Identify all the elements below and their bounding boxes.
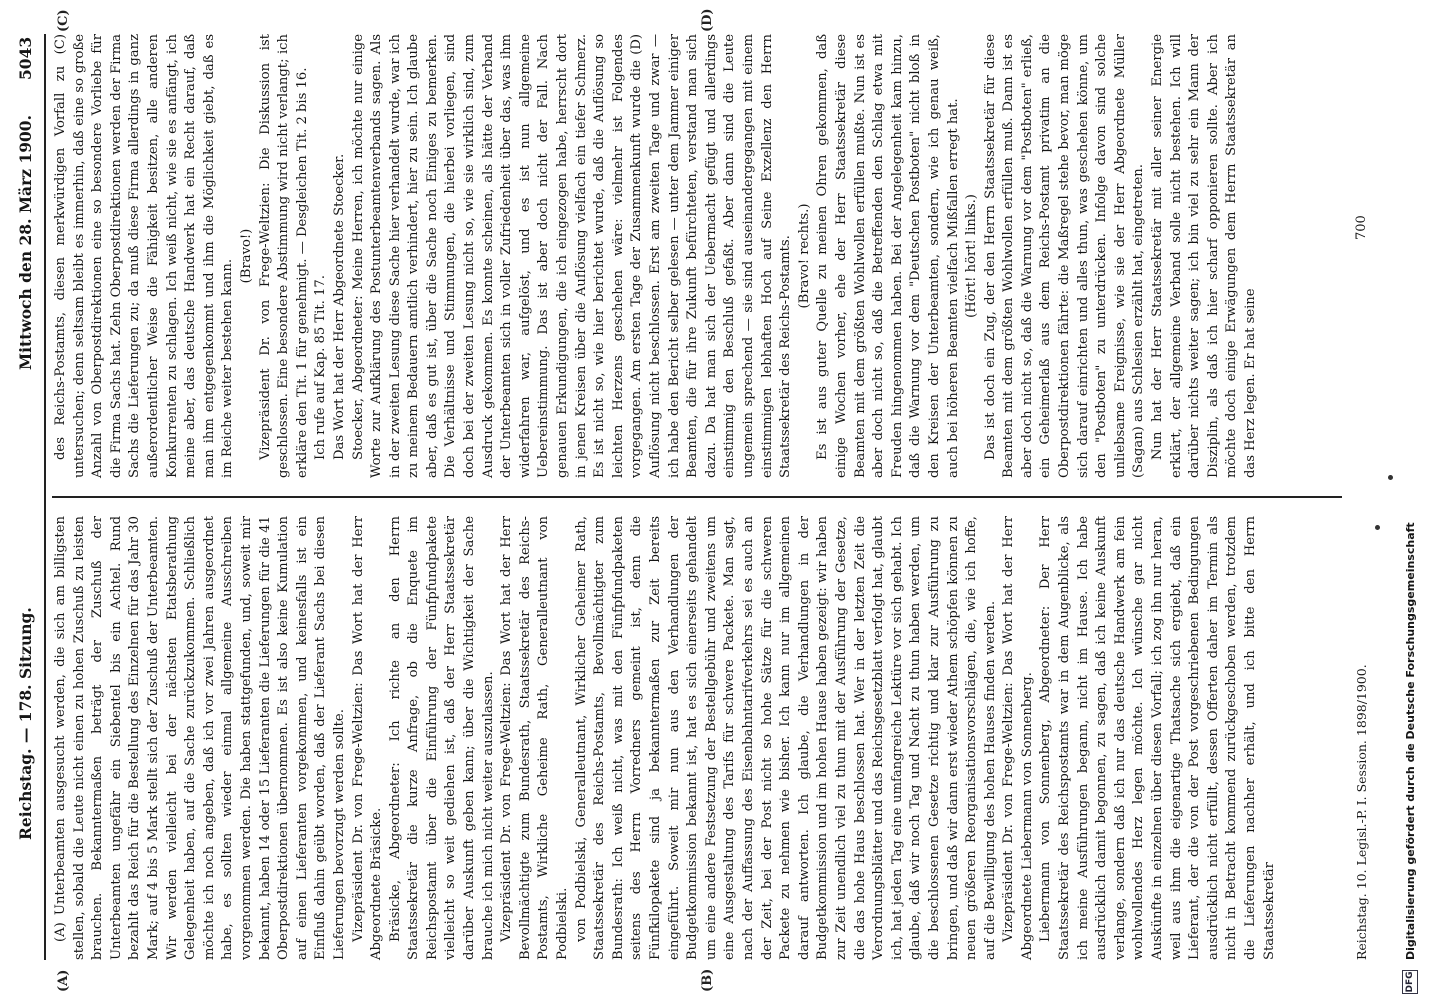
footer-left: Reichstag. 10. Legisl.-P. I. Session. 1898/1900. — [1354, 664, 1369, 960]
paragraph: (Bravo! rechts.) — [796, 203, 812, 309]
paragraph: des Reichs-Postamts, diesen merkwürdigen Vorfall zu (C) untersuchen; denn seltsam bleibt es immerhin, daß eine so große Anzahl von Oberpostdirektionen eine so besondere Vorliebe für die Firma Sachs hat. Zehn Oberpostdirektionen werden der Firma Sachs die Lieferungen zu; da muß diese Firma allerdings in ganz außerordentlicher Weise die Fähigkeit besitzen, alle anderen Konkurrenten zu schlagen. Ich weiß nicht, wie sie es anfängt, ich meine aber, das deutsche Handwerk hat ein Recht darauf, daß man ihm entgegenkommt und ihm die Möglichkeit giebt, daß es im Reiche weiter bestehen kann. — [53, 34, 236, 478]
header-right: Mittwoch den 28. März 1900. — [16, 115, 35, 370]
margin-marker-c: (C) — [56, 9, 71, 32]
paragraph: Liebermann von Sonnenberg, Abgeordneter: Der Herr Staatssekretär des Reichspostamts war in dem Augenblicke, als ich meine Ausführungen begann, nicht im Hause. Ich habe ausdrücklich damit begonnen, zu sagen, daß ich keine Auskunft verlange, sondern daß ich nur das deutsche Handwerk am fein wohlwollendes Herz legen möchte. Ich wünsche gar nicht Auskünfte in einzelnen über diesen Vorfall; ich zog ihn nur heran, weil aus ihm die eigenartige Thatsache sich ergiebt, daß ein Lieferant, der die von der Post vorgeschriebenen Bedingungen ausdrücklich nicht erfüllt, dessen Offerten daher im Termin als nicht in Betracht kommend zurückgeschoben werden, trotzdem die Lieferungen nachher erhält, und ich bitte den Herrn Staatssekretär — [1038, 516, 1277, 960]
paragraph: (Bravo!) — [238, 228, 254, 284]
margin-marker-d: (D) — [700, 8, 715, 32]
paragraph: Vizepräsident Dr. von Frege-Weltzien: Das Wort hat der Herr Abgeordnete Liebermann von Sonnenberg. — [1001, 516, 1035, 960]
margin-marker-b: (B) — [700, 968, 715, 992]
paragraph: (Hört! hört! links.) — [964, 194, 980, 318]
margin-marker-a: (A) — [56, 969, 71, 992]
paragraph: Vizepräsident Dr. von Frege-Weltzien: Die Diskussion ist geschlossen. Eine besondere Abstimmung wird nicht verlangt; ich erkläre den Tit. 1 für genehmigt. — Desgleichen Tit. 2 bis 16. — [257, 34, 310, 478]
paragraph: (A) Unterbeamten ausgesucht werden, die sich am billigsten stellen, sobald die Leute nicht einen zu hohen Zuschuß zu leisten brauchen. Bekanntermaßen beträgt der Zuschuß der Unterbeamten ungefähr ein Siebentel bis ein Achtel. Rund bezahlt das Reich für die Bestellung des Einzelnen für das Jahr 30 Mark; auf 4 bis 5 Mark stellt sich der Zuschuß der Unterbeamten. Wir werden vielleicht bei der nächsten Etatsberathung Gelegenheit haben, auf die Sache zurückzukommen. Schließlich möchte ich noch angeben, daß ich vor zwei Jahren ausgeordnet habe, es sollten wieder einmal allgemeine Ausschreiben vorgenommen werden. Die haben stattgefunden, und, soweit mir bekannt, haben 14 oder 15 Lieferanten die Lieferungen für die 41 Oberpostdirektionen übernommen. Es ist also keine Kumulation auf einen Lieferanten vorgekommen, und keinesfalls ist ein Einfluß dahin geübt worden, daß der Lieferant Sachs bei diesen Lieferungen bevorzugt werden sollte. — [53, 516, 347, 960]
header-rule — [44, 34, 46, 960]
ink-dot — [1388, 475, 1393, 480]
ink-dot — [1375, 525, 1380, 530]
dfg-logo: DFG — [1402, 970, 1418, 994]
paragraph: Das Wort hat der Herr Abgeordnete Stoecker. — [331, 153, 347, 460]
paragraph: Ich rufe auf Kap. 85 Tit. 17. — [313, 275, 329, 460]
column-left — [52, 516, 1342, 960]
paragraph: Vizepräsident Dr. von Frege-Weltzien: Das Wort hat der Herr Abgeordnete Bräsicke. — [350, 516, 385, 960]
paragraph: von Podbielski, Generalleutnant, Wirklicher Geheimer Rath, Staatssekretär des Reichs-Postamts, Bevollmächtigter zum Bundesrath: Ich weiß nicht, was mit den Fünfpfundpaketen seitens des Herrn Vorredners gemeint ist, denn die Fünfkilopakete sind ja bekanntermaßen zur Zeit bereits eingeführt. Soweit mir nun aus den Verhandlungen der Budgetkommission bekannt ist, hat es sich einerseits gehandelt um eine andere Festsetzung der Bestellgebühr und zweitens um eine Ausgestaltung des Tarifs für schwere Packete. Man sagt, nach der Auffassung des Eisenbahntarifverkehrs sei es auch an der Zeit, bei der Post nicht so hohe Sätze für die schweren Packete zu nehmen wie bisher. Ich kann nur im allgemeinen darauf antworten. Ich glaube, die Verhandlungen in der Budgetkommission und im hohen Hause haben gezeigt: wir haben zur Zeit unendlich viel zu thun mit der Ausführung der Gesetze, die das hohe Haus beschlossen hat. Wer in der letzten Zeit die Verordnungsblätter und das Reichsgesetzblatt verfolgt hat, glaubt ich, hat jeden Tag eine umfangreiche Lektüre vor sich gehabt. Ich glaube, daß wir noch Tag und Nacht zu thun haben werden, um die beschlossenen Gesetze richtig und klar zur Ausführung zu bringen, und daß wir dann erst wieder Athem schöpfen können zu neuen größeren Reorganisationsvorschlägen, die, wie ich hoffe, auf die Bewilligung des hohen Hauses finden werden. — [573, 516, 998, 960]
paragraph: Es ist aus guter Quelle zu meinen Ohren gekommen, daß einige Wochen vorher, ehe der Herr Staatssekretär diese Beamten mit dem größten Wohlwollen erfüllen mußte. Nun ist es aber doch nicht so, daß die Betreffenden den Schlag etwa mit Freuden hingenommen haben. Bei der Angelegenheit kam hinzu, daß die Warnung vor dem "Deutschen Postboten" nicht bloß in den Kreisen der Unterbeamten, sondern, wie ich genau weiß, auch bei höheren Beamten vielfach Mißfallen erregt hat. — [815, 34, 961, 478]
column-divider — [52, 497, 1342, 499]
column-right-text — [52, 34, 1261, 478]
paragraph: Nun hat der Herr Staatssekretär mit aller seiner Energie erklärt, der allgemeine Verband solle nicht bestehen. Ich will darüber nichts weiter sagen; ich bin viel zu sehr ein Mann der Disziplin, als daß ich hier scharf opponieren sollte. Aber ich möchte doch einige Erwägungen dem Herrn Staatssekretär an das Herz legen. Er hat seine — [1150, 34, 1258, 478]
paragraph: Vizepräsident Dr. von Frege-Weltzien: Das Wort hat der Herr Bevollmächtigte zum Bundesrath, Staatssekretär des Reichs-Postamts, Wirkliche Geheime Rath, Generalleutnant von Podbielski. — [499, 516, 571, 960]
page-header — [14, 34, 40, 960]
column-right — [52, 34, 1342, 478]
header-left: Reichstag. — 178. Sitzung. — [16, 607, 35, 840]
digitization-note: Digitalisierung gefördert durch die Deutsche Forschungsgemeinschaft — [1404, 522, 1417, 960]
page-number: 5043 — [16, 36, 35, 80]
paragraph: Bräsicke, Abgeordneter: Ich richte an den Herrn Staatssekretär die kurze Anfrage, ob die Enquete im Reichspostamt über die Einführung der Fünfpfundpakete vielleicht so weit gediehen ist, daß der Herr Staatssekretär darüber Auskunft geben kann; über die Wichtigkeit der Sache brauche ich mich nicht weiter auszulassen. — [387, 516, 496, 960]
footer-page-number: 700 — [1354, 215, 1369, 240]
paragraph: Stoecker, Abgeordneter: Meine Herren, ich möchte nur einige Worte zur Aufklärung des Postunterbeamtenverbands sagen. Als in der zweiten Lesung diese Sache hier verhandelt wurde, war ich zu meinem Bedauern amtlich verhindert, hier zu sein. Ich glaube aber, daß es gut ist, über die Sache noch Einiges zu bemerken. Die Verhältnisse und Stimmungen, die hierbei vorliegen, sind doch bei der zweiten Lesung nicht so, wie sie wirklich sind, zum Ausdruck gekommen. Es konnte scheinen, als hätte der Verband der Unterbeamten sich in voller Zufriedenheit über das, was ihm widerfahren war, aufgelöst, und es ist nun allgemeine Uebereinstimmung. Das ist aber doch nicht der Fall. Nach genauen Erkundigungen, die ich eingezogen habe, herrscht dort in jenen Kreisen über die Auflösung vielfach ein tiefer Schmerz. Es ist nicht so, wie hier berichtet wurde, daß die Auflösung so leichten Herzens geschehen wäre: vielmehr ist Folgendes vorgegangen. Am ersten Tage der Zusammenkunft wurde die (D) Auflösung nicht beschlossen. Erst am zweiten Tage und zwar — ich habe den Bericht selber gelesen — unter dem Jammer einiger Beamten, die für ihre Zukunft befürchteten, verstand man sich dazu. Da hat man sich der Uebermacht gefügt und allerdings einstimmig den Beschluß gefaßt. Aber dann sind die Leute ungemein sprechend — sie sind auseinandergegangen mit einem einstimmigen lebhaften Hoch auf Seine Exzellenz den Herrn Staatssekretär des Reichs-Postamts. — [350, 34, 794, 478]
paragraph: Das ist doch ein Zug, der den Herrn Staatssekretär für diese Beamten mit dem größten Wohlwollen erfüllen muß. Dann ist es aber doch nicht so, daß die Warnung vor dem "Postboten" erließ, ein Geheimerlaß aus dem Reichs-Postamt privatim an die Oberpostdirektionen fährte: die Maßregel stehe bevor, man möge sich darauf einrichten und alles thun, was geschehen könne, um den "Postboten" zu unterdrücken. Infolge davon sind solche unliebsame Ereignisse, wie sie der Herr Abgeordnete Müller (Sagan) aus Schlesien erzählt hat, eingetreten. — [982, 34, 1147, 478]
column-left-text — [52, 516, 1279, 960]
